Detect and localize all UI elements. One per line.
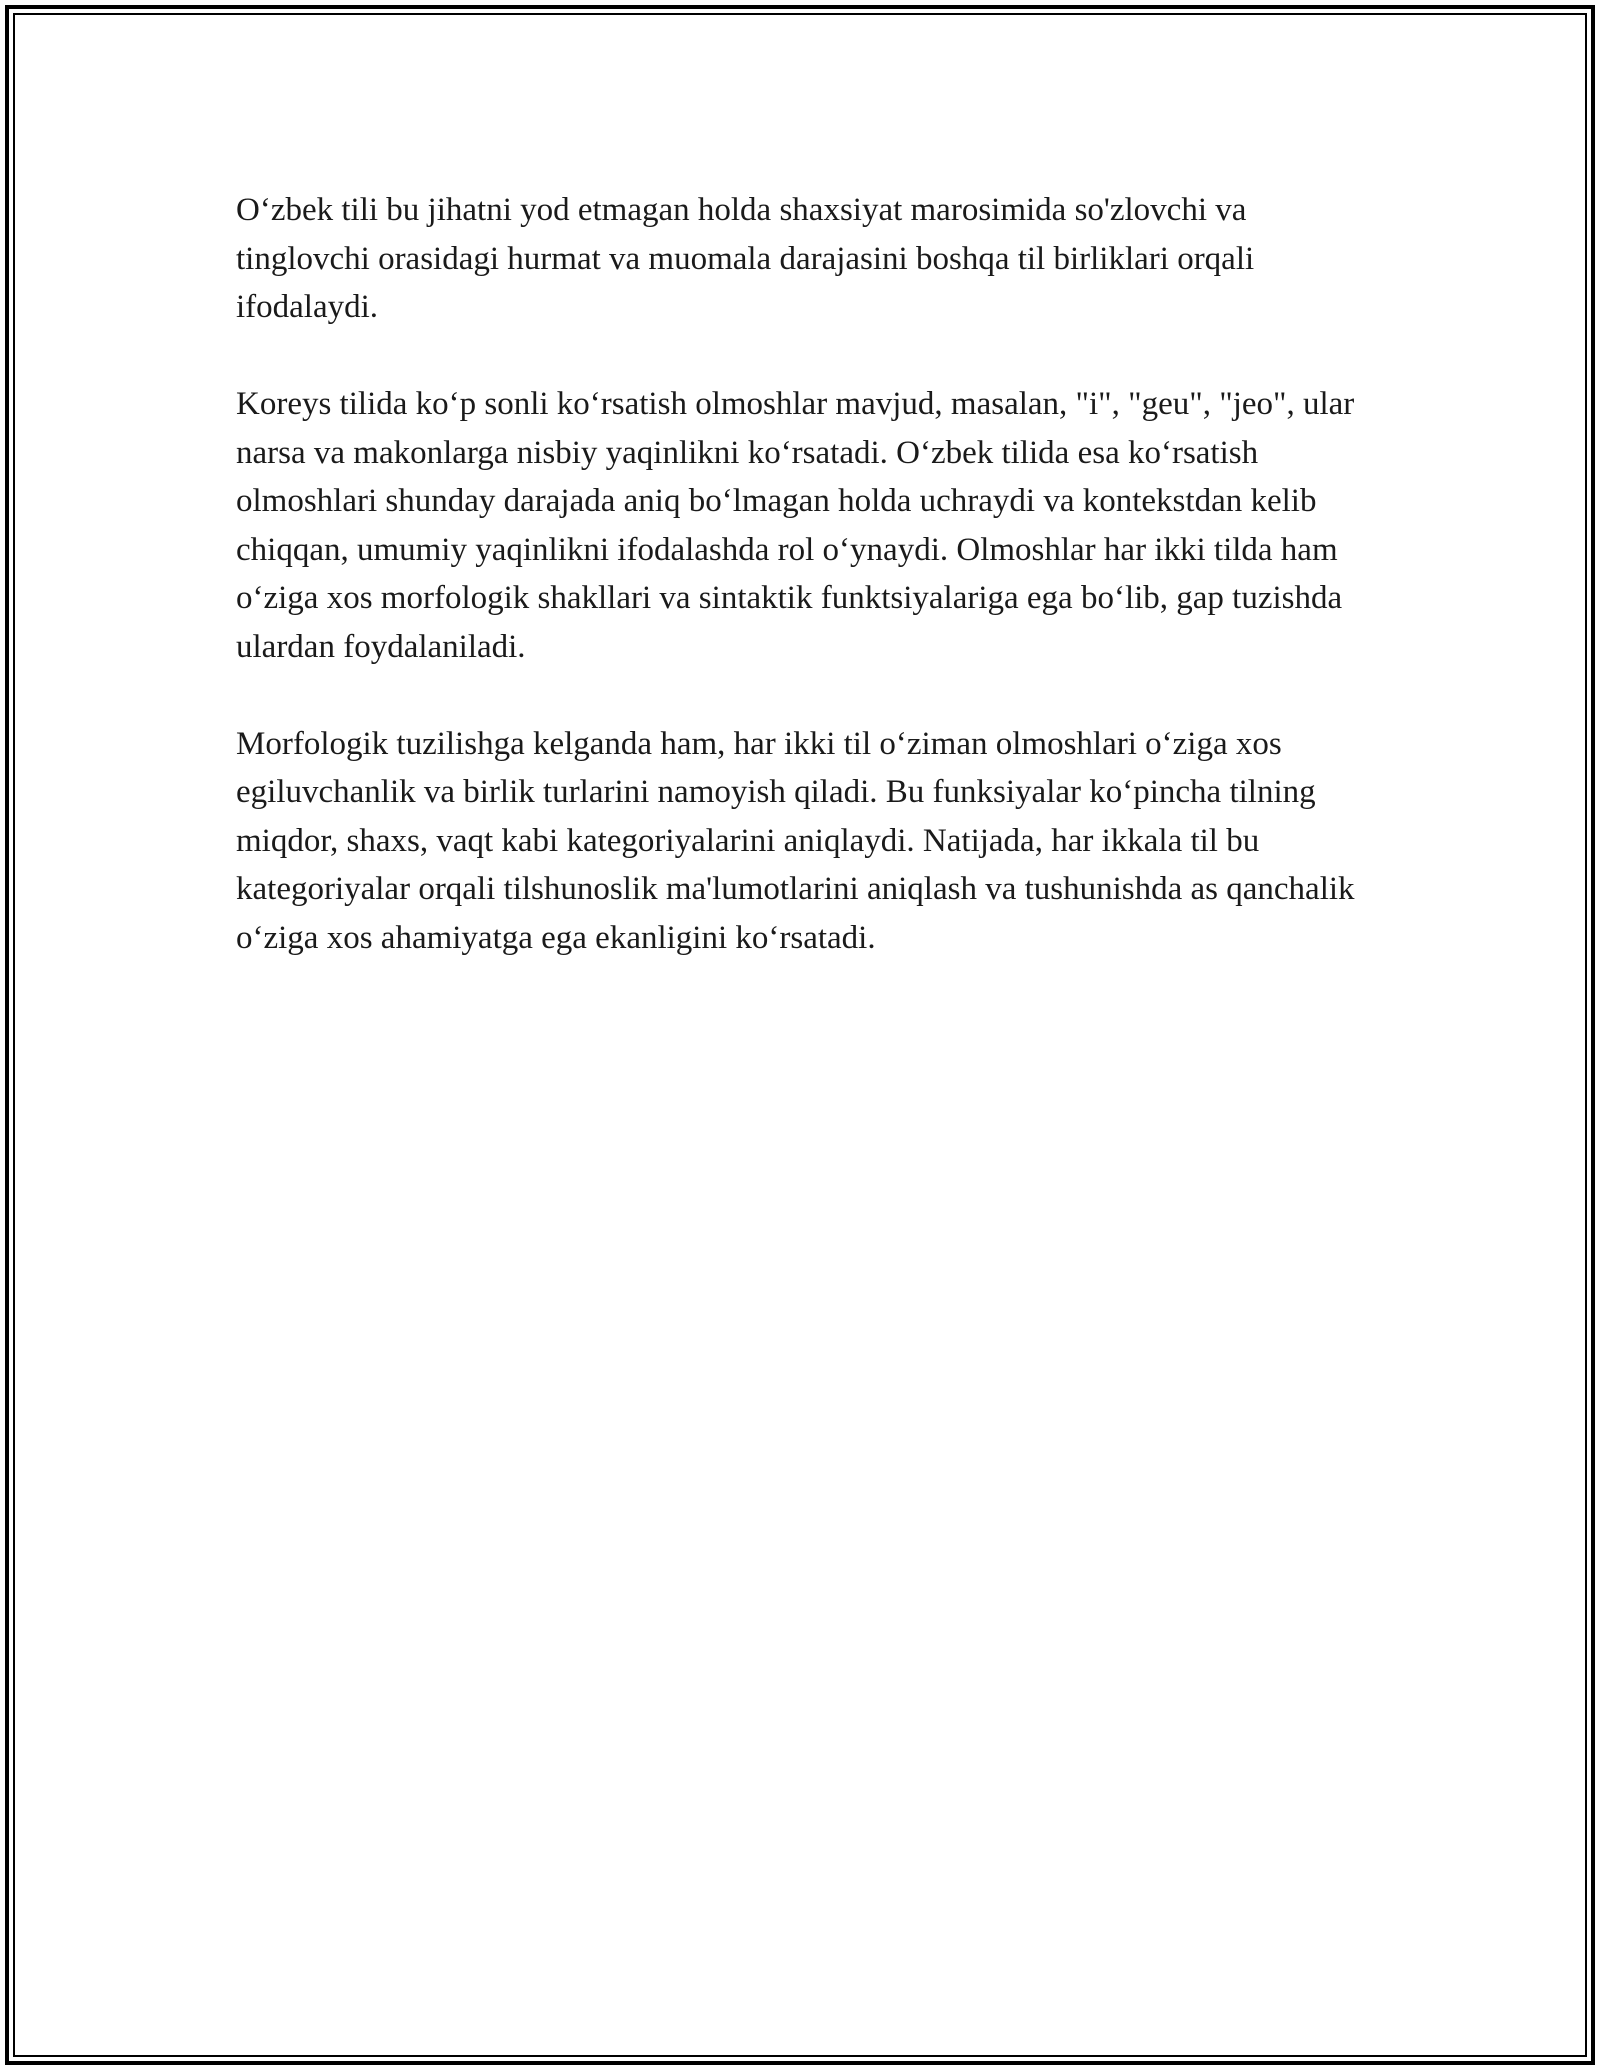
paragraph-2: Koreys tilida ko‘p sonli ko‘rsatish olmoshlar mavjud, masalan, "i", "geu", "jeo", ular narsa va makonlarga nisbiy yaqinlikni ko‘rsatadi. O‘zbek tilida esa ko‘rsatish olmoshlari shunday darajada aniq bo‘lmagan holda uchraydi va kontekstdan kelib chiqqan, umumiy yaqinlikni ifodalashda rol o‘ynaydi. Olmoshlar har ikki tilda ham o‘ziga xos morfologik shakllari va sintaktik funktsiyalariga ega bo‘lib, gap tuzishda ulardan foydalaniladi.	[236, 386, 1355, 665]
paragraph-1: O‘zbek tili bu jihatni yod etmagan holda shaxsiyat marosimida so'zlovchi va tinglovchi orasidagi hurmat va muomala darajasini boshqa til birliklari orqali ifodalaydi.	[236, 192, 1255, 325]
paragraph-3: Morfologik tuzilishga kelganda ham, har ikki til o‘ziman olmoshlari o‘ziga xos egiluvchanlik va birlik turlarini namoyish qiladi. Bu funksiyalar ko‘pincha tilning miqdor, shaxs, vaqt kabi kategoriyalarini aniqlaydi. Natijada, har ikkala til bu kategoriyalar orqali tilshunoslik ma'lumotlarini aniqlash va tushunishda as qanchalik o‘ziga xos ahamiyatga ega ekanligini ko‘rsatadi.	[236, 725, 1355, 956]
document-body	[236, 186, 1376, 1011]
